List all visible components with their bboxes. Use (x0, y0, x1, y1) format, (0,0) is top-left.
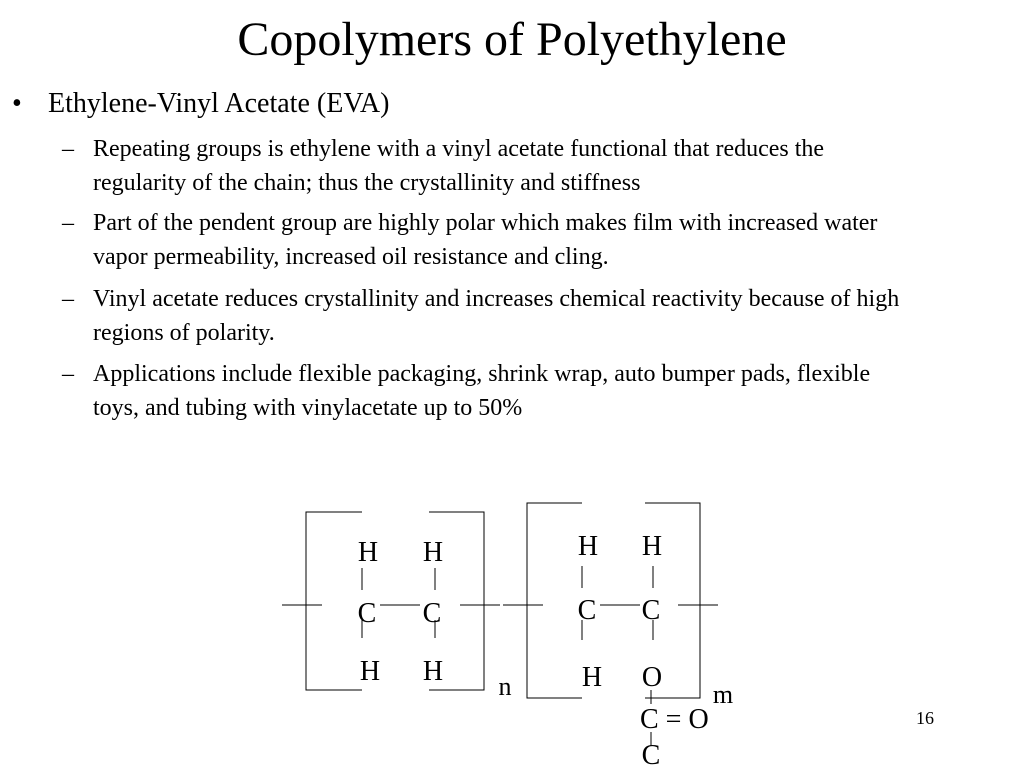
atom-label: C (641, 595, 661, 626)
dash-marker: – (62, 210, 74, 236)
atom-label: C (422, 598, 442, 629)
atom-label: H (581, 662, 603, 693)
sub-item-line: regularity of the chain; thus the crystallinity and stiffness (93, 170, 641, 196)
atom-label: C (577, 595, 597, 626)
bullet-marker: • (12, 88, 22, 119)
subscript-label: n (498, 672, 512, 701)
atom-label: H (422, 656, 444, 687)
main-bullet-text: Ethylene-Vinyl Acetate (EVA) (48, 88, 390, 119)
atom-label: H (359, 656, 381, 687)
vinyl-left-bracket (527, 503, 582, 698)
atom-label: H (641, 531, 663, 562)
subscript-label: m (712, 680, 734, 709)
atom-label: C (357, 598, 377, 629)
atom-label: O (641, 662, 663, 693)
dash-marker: – (62, 361, 74, 387)
sub-item-line: Part of the pendent group are highly polar which makes film with increased water (93, 210, 878, 236)
dash-marker: – (62, 136, 74, 162)
sub-item-line: Applications include flexible packaging, shrink wrap, auto bumper pads, flexible (93, 361, 871, 387)
ethylene-left-bracket (306, 512, 362, 690)
sub-item-line: Vinyl acetate reduces crystallinity and increases chemical reactivity because of high (93, 286, 900, 312)
atom-label: H (422, 537, 444, 568)
slide-title: Copolymers of Polyethylene (237, 13, 787, 66)
atom-label: H (357, 537, 379, 568)
atom-label: H (577, 531, 599, 562)
dash-marker: – (62, 286, 74, 312)
sub-item-line: regions of polarity. (93, 320, 275, 346)
sub-item-line: toys, and tubing with vinylacetate up to 50% (93, 395, 523, 421)
page-number: 16 (916, 708, 934, 728)
sub-item-line: Repeating groups is ethylene with a vinyl acetate functional that reduces the (93, 136, 825, 162)
atom-label: C = O (640, 704, 709, 735)
sub-item-line: vapor permeability, increased oil resistance and cling. (93, 244, 609, 270)
atom-label: C (641, 740, 661, 768)
